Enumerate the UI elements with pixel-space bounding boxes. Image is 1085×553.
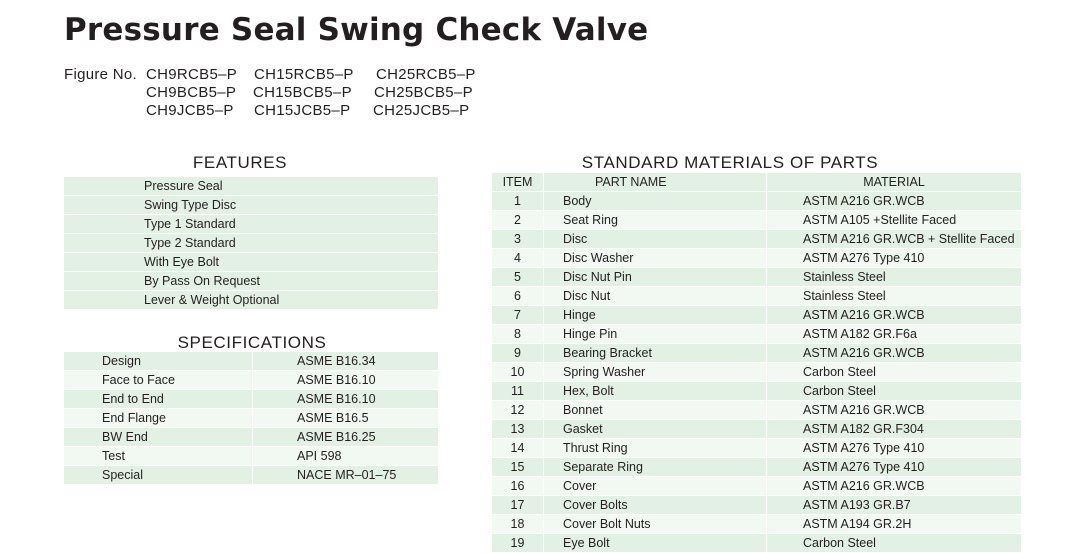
spec-key: Face to Face	[64, 371, 253, 390]
table-row	[64, 466, 438, 485]
material: ASTM A216 GR.WCB	[767, 306, 1022, 325]
item-number: 1	[492, 192, 544, 211]
part-name: Disc	[544, 230, 767, 249]
materials-title: STANDARD MATERIALS OF PARTS	[581, 153, 879, 172]
list-item	[64, 253, 438, 272]
column-header-part-name: PART NAME	[544, 173, 767, 192]
specifications-table	[64, 352, 438, 485]
material: ASTM A194 GR.2H	[767, 515, 1022, 534]
table-row	[64, 390, 438, 409]
table-row	[492, 344, 1021, 363]
table-row	[492, 363, 1021, 382]
item-number: 17	[492, 496, 544, 515]
part-name: Gasket	[544, 420, 767, 439]
part-name: Disc Washer	[544, 249, 767, 268]
material: Stainless Steel	[767, 268, 1022, 287]
material: ASTM A276 Type 410	[767, 439, 1022, 458]
part-name: Cover Bolts	[544, 496, 767, 515]
part-name: Cover	[544, 477, 767, 496]
part-name: Hinge Pin	[544, 325, 767, 344]
item-number: 15	[492, 458, 544, 477]
figure-code: CH9BCB5–P	[146, 84, 237, 101]
feature-label: By Pass On Request	[64, 272, 438, 291]
spec-value: API 598	[253, 447, 439, 466]
part-name: Seat Ring	[544, 211, 767, 230]
figure-code: CH9RCB5–P	[146, 66, 238, 83]
item-number: 16	[492, 477, 544, 496]
material: ASTM A105 +Stellite Faced	[767, 211, 1022, 230]
features-table	[64, 177, 438, 310]
feature-label: Swing Type Disc	[64, 196, 438, 215]
spec-key: End Flange	[64, 409, 253, 428]
table-row	[492, 458, 1021, 477]
material: ASTM A216 GR.WCB	[767, 477, 1022, 496]
material: ASTM A182 GR.F304	[767, 420, 1022, 439]
spec-value: ASME B16.25	[253, 428, 439, 447]
table-row	[492, 306, 1021, 325]
material: Stainless Steel	[767, 287, 1022, 306]
table-row	[64, 352, 438, 371]
table-row	[492, 249, 1021, 268]
part-name: Eye Bolt	[544, 534, 767, 553]
table-header-row	[492, 173, 1021, 192]
spec-key: Test	[64, 447, 253, 466]
part-name: Bonnet	[544, 401, 767, 420]
part-name: Separate Ring	[544, 458, 767, 477]
list-item	[64, 272, 438, 291]
item-number: 6	[492, 287, 544, 306]
material: ASTM A216 GR.WCB	[767, 192, 1022, 211]
spec-value: NACE MR–01–75	[253, 466, 439, 485]
figure-label: Figure No.	[64, 66, 138, 83]
item-number: 7	[492, 306, 544, 325]
figure-code: CH15RCB5–P	[254, 66, 354, 83]
item-number: 9	[492, 344, 544, 363]
materials-table	[492, 173, 1021, 553]
part-name: Hinge	[544, 306, 767, 325]
spec-value: ASME B16.5	[253, 409, 439, 428]
column-header-material: MATERIAL	[767, 173, 1022, 192]
figure-code: CH15JCB5–P	[254, 102, 351, 119]
list-item	[64, 234, 438, 253]
spec-value: ASME B16.10	[253, 371, 439, 390]
spec-key: Design	[64, 352, 253, 371]
table-row	[492, 230, 1021, 249]
table-row	[492, 211, 1021, 230]
item-number: 14	[492, 439, 544, 458]
material: ASTM A276 Type 410	[767, 458, 1022, 477]
item-number: 10	[492, 363, 544, 382]
part-name: Cover Bolt Nuts	[544, 515, 767, 534]
material: Carbon Steel	[767, 363, 1022, 382]
item-number: 5	[492, 268, 544, 287]
figure-code: CH25RCB5–P	[376, 66, 476, 83]
list-item	[64, 196, 438, 215]
table-row	[492, 287, 1021, 306]
list-item	[64, 177, 438, 196]
feature-label: With Eye Bolt	[64, 253, 438, 272]
item-number: 18	[492, 515, 544, 534]
table-row	[64, 447, 438, 466]
item-number: 19	[492, 534, 544, 553]
material: ASTM A276 Type 410	[767, 249, 1022, 268]
table-row	[492, 515, 1021, 534]
figure-code: CH25BCB5–P	[374, 84, 473, 101]
item-number: 13	[492, 420, 544, 439]
part-name: Hex, Bolt	[544, 382, 767, 401]
column-header-item: ITEM	[492, 173, 544, 192]
spec-key: BW End	[64, 428, 253, 447]
spec-key: End to End	[64, 390, 253, 409]
specifications-title: SPECIFICATIONS	[177, 333, 327, 352]
item-number: 8	[492, 325, 544, 344]
part-name: Spring Washer	[544, 363, 767, 382]
feature-label: Lever & Weight Optional	[64, 291, 438, 310]
material: ASTM A216 GR.WCB	[767, 401, 1022, 420]
material: Carbon Steel	[767, 382, 1022, 401]
spec-key: Special	[64, 466, 253, 485]
list-item	[64, 215, 438, 234]
item-number: 3	[492, 230, 544, 249]
material: ASTM A216 GR.WCB	[767, 344, 1022, 363]
figure-code: CH15BCB5–P	[253, 84, 352, 101]
item-number: 2	[492, 211, 544, 230]
table-row	[492, 401, 1021, 420]
part-name: Disc Nut	[544, 287, 767, 306]
table-row	[492, 325, 1021, 344]
table-row	[492, 496, 1021, 515]
material: Carbon Steel	[767, 534, 1022, 553]
item-number: 11	[492, 382, 544, 401]
table-row	[492, 382, 1021, 401]
table-row	[492, 534, 1021, 553]
table-row	[64, 371, 438, 390]
part-name: Disc Nut Pin	[544, 268, 767, 287]
feature-label: Pressure Seal	[64, 177, 438, 196]
item-number: 4	[492, 249, 544, 268]
part-name: Body	[544, 192, 767, 211]
part-name: Thrust Ring	[544, 439, 767, 458]
figure-code: CH25JCB5–P	[373, 102, 470, 119]
table-row	[492, 477, 1021, 496]
table-row	[64, 409, 438, 428]
features-title: FEATURES	[192, 153, 288, 172]
spec-value: ASME B16.10	[253, 390, 439, 409]
figure-code: CH9JCB5–P	[146, 102, 234, 119]
part-name: Bearing Bracket	[544, 344, 767, 363]
material: ASTM A216 GR.WCB + Stellite Faced	[767, 230, 1022, 249]
material: ASTM A193 GR.B7	[767, 496, 1022, 515]
feature-label: Type 1 Standard	[64, 215, 438, 234]
feature-label: Type 2 Standard	[64, 234, 438, 253]
table-row	[492, 192, 1021, 211]
page-title: Pressure Seal Swing Check Valve	[64, 12, 649, 48]
item-number: 12	[492, 401, 544, 420]
table-row	[492, 420, 1021, 439]
table-row	[492, 439, 1021, 458]
list-item	[64, 291, 438, 310]
spec-value: ASME B16.34	[253, 352, 439, 371]
material: ASTM A182 GR.F6a	[767, 325, 1022, 344]
table-row	[64, 428, 438, 447]
table-row	[492, 268, 1021, 287]
